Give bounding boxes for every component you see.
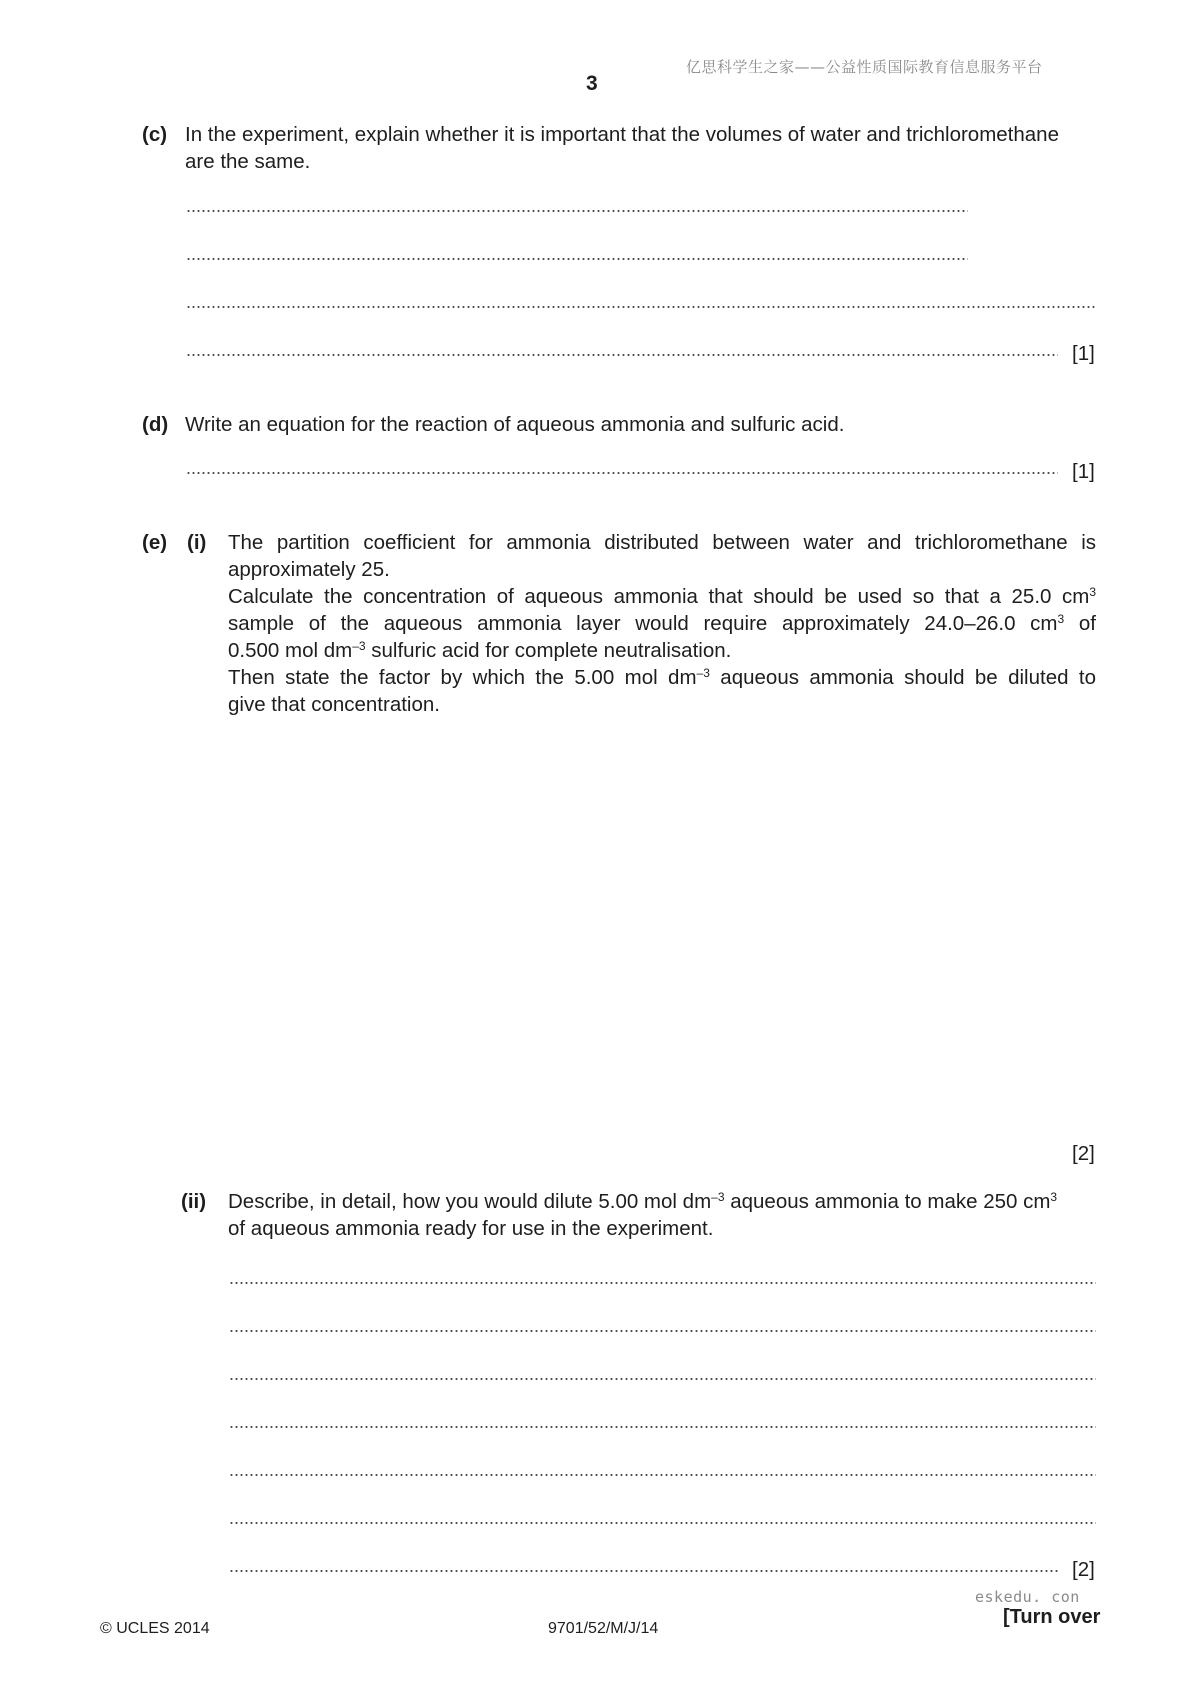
- answer-line[interactable]: [229, 1566, 1058, 1576]
- part-e-ii-line1-text: Describe, in detail, how you would dilute 5.00 mol dm: [228, 1190, 712, 1213]
- part-e-i-line4-tail: of: [1064, 612, 1096, 635]
- part-e-i-mark: [2]: [1072, 1142, 1095, 1165]
- part-e-label: (e): [142, 531, 168, 554]
- answer-line[interactable]: [186, 206, 968, 216]
- answer-line[interactable]: [229, 1374, 1096, 1384]
- answer-line[interactable]: [229, 1470, 1096, 1480]
- turn-over: [Turn over: [1003, 1606, 1101, 1628]
- part-e-i-line1: The partition coefficient for ammonia distributed between water and trichloromethane is: [228, 531, 1096, 554]
- paper-code: 9701/52/M/J/14: [548, 1620, 659, 1637]
- part-e-i-line6-tail: aqueous ammonia should be diluted to: [709, 666, 1097, 689]
- part-d-question: Write an equation for the reaction of aqueous ammonia and sulfuric acid.: [185, 413, 845, 436]
- part-e-ii-line2: of aqueous ammonia ready for use in the experiment.: [228, 1217, 714, 1240]
- part-e-i-label: (i): [187, 531, 207, 554]
- answer-line[interactable]: [229, 1326, 1096, 1336]
- part-c-line2: are the same.: [185, 150, 311, 173]
- part-e-ii-line1-tail: aqueous ammonia to make 250 cm: [724, 1190, 1051, 1213]
- answer-line[interactable]: [229, 1518, 1096, 1528]
- part-d-label: (d): [142, 413, 169, 436]
- part-e-ii-mark: [2]: [1072, 1558, 1095, 1581]
- part-e-i-line3: [228, 583, 1096, 610]
- answer-line[interactable]: [186, 302, 1096, 312]
- part-e-i-line5-text: 0.500 mol dm: [228, 639, 353, 662]
- part-e-i-line3-text: Calculate the concentration of aqueous ammonia that should be used so that a 25.0 cm: [228, 585, 1090, 608]
- part-e-i-line7: give that concentration.: [228, 693, 440, 716]
- page-number: 3: [586, 72, 598, 95]
- superscript: –3: [352, 639, 366, 653]
- answer-line[interactable]: [229, 1278, 1096, 1288]
- answer-line[interactable]: [186, 350, 1058, 360]
- part-c-label: (c): [142, 123, 168, 146]
- superscript: –3: [711, 1190, 725, 1204]
- part-e-ii-question: [228, 1188, 1096, 1242]
- part-c-question: [185, 121, 1097, 175]
- header-watermark: 亿思科学生之家——公益性质国际教育信息服务平台: [686, 58, 1043, 76]
- part-e-i-line5-tail: sulfuric acid for complete neutralisation.: [365, 639, 732, 662]
- part-e-i-line6-text: Then state the factor by which the 5.00 mol dm: [228, 666, 697, 689]
- working-space[interactable]: [228, 720, 1096, 1120]
- part-e-i-line4-text: sample of the aqueous ammonia layer would require approximately 24.0–26.0 cm: [228, 612, 1058, 635]
- part-e-i-question: [228, 529, 1096, 718]
- answer-line[interactable]: [186, 254, 968, 264]
- superscript: 3: [1089, 585, 1096, 599]
- part-e-i-line6: [228, 664, 1096, 691]
- footer-watermark: eskedu. con: [975, 1588, 1080, 1606]
- part-e-i-line5: [228, 637, 1096, 664]
- part-e-ii-line1: [228, 1188, 1096, 1215]
- superscript: –3: [696, 666, 710, 680]
- part-c-line1: In the experiment, explain whether it is important that the volumes of water and trichloromethane: [185, 123, 1059, 146]
- copyright: © UCLES 2014: [100, 1620, 210, 1637]
- part-e-i-line4: [228, 610, 1096, 637]
- part-e-i-line2: approximately 25.: [228, 558, 390, 581]
- part-c-mark: [1]: [1072, 342, 1095, 365]
- answer-line[interactable]: [186, 468, 1058, 478]
- part-d-mark: [1]: [1072, 460, 1095, 483]
- answer-line[interactable]: [229, 1422, 1096, 1432]
- superscript: 3: [1057, 612, 1065, 626]
- superscript: 3: [1050, 1190, 1058, 1204]
- part-e-ii-label: (ii): [181, 1190, 207, 1213]
